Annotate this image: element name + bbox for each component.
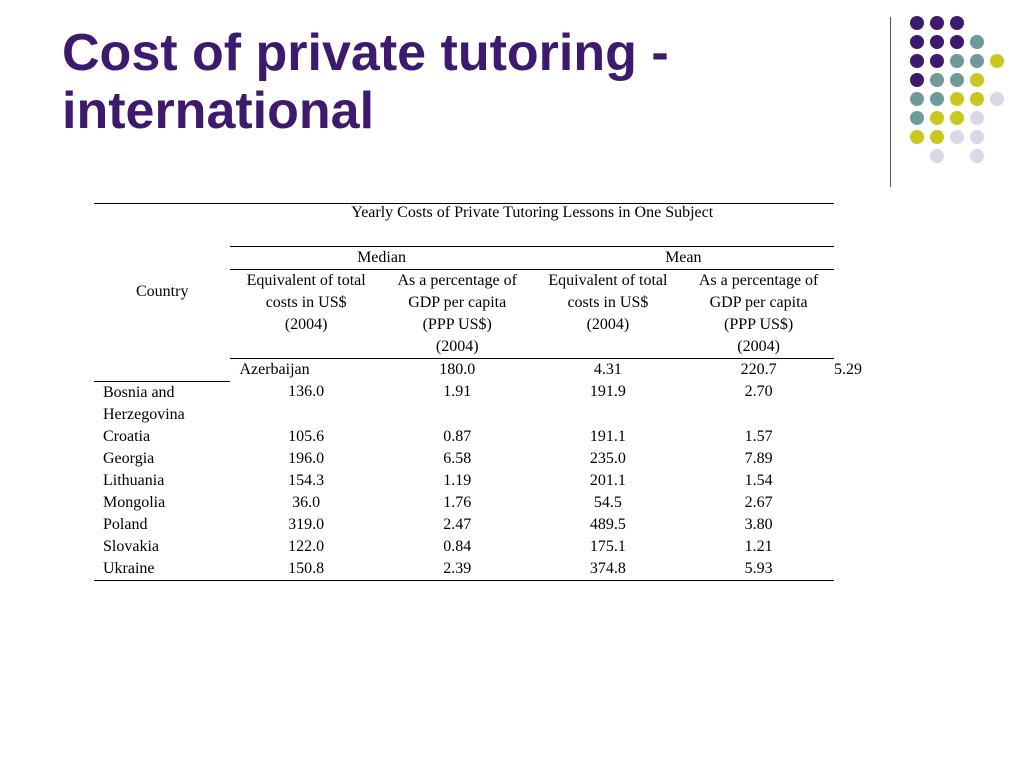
mean-usd-cell: 191.1 <box>589 427 626 445</box>
title-line-1: Cost of private tutoring - <box>62 24 669 82</box>
median-pct-cell: 2.47 <box>443 515 472 533</box>
table-row <box>94 558 862 581</box>
dot-icon <box>970 35 984 49</box>
mean-pct-cell: 1.57 <box>744 427 773 445</box>
median-pct-cell: 1.76 <box>443 493 472 511</box>
table-row <box>94 492 862 514</box>
dot-icon <box>970 130 984 144</box>
title-line-2: international <box>62 82 375 140</box>
dot-icon <box>970 92 984 106</box>
table-row <box>94 381 862 426</box>
dot-icon <box>930 149 944 163</box>
dot-icon <box>910 54 924 68</box>
mean-group-header: Mean <box>533 247 834 270</box>
median-usd-cell: 122.0 <box>288 537 325 555</box>
median-usd-cell: 105.6 <box>288 427 325 445</box>
median-usd-cell: 180.0 <box>439 361 476 378</box>
mean-usd-cell: 220.7 <box>740 361 777 378</box>
mean-pct-cell: 2.70 <box>744 383 773 400</box>
country-cell: Bosnia and Herzegovina <box>103 383 185 423</box>
table-row <box>94 448 862 470</box>
median-pct-header: As a percentage of GDP per capita (PPP US$) (2004) <box>382 270 533 359</box>
mean-pct-cell: 3.80 <box>744 515 773 533</box>
dot-icon <box>950 54 964 68</box>
median-pct-cell: 4.31 <box>593 361 622 378</box>
country-cell: Poland <box>103 515 148 533</box>
dot-icon <box>910 16 924 30</box>
decorative-dot-grid <box>910 16 1010 166</box>
table-row <box>94 470 862 492</box>
median-pct-cell: 1.19 <box>443 471 472 489</box>
median-usd-cell: 154.3 <box>288 471 325 489</box>
mean-usd-cell: 201.1 <box>589 471 626 489</box>
mean-usd-cell: 374.8 <box>533 558 684 581</box>
dot-icon <box>930 73 944 87</box>
dot-icon <box>950 73 964 87</box>
table-row <box>94 536 862 558</box>
dot-icon <box>930 54 944 68</box>
dot-icon <box>930 111 944 125</box>
table-row <box>94 514 862 536</box>
dot-icon <box>950 16 964 30</box>
mean-pct-header: As a percentage of GDP per capita (PPP US$) (2004) <box>683 270 834 359</box>
country-cell: Azerbaijan <box>239 361 310 378</box>
mean-pct-cell: 1.54 <box>744 471 773 489</box>
median-usd-cell: 319.0 <box>288 515 325 533</box>
country-cell: Lithuania <box>103 471 165 489</box>
mean-pct-cell: 7.89 <box>744 449 773 467</box>
median-pct-cell: 6.58 <box>443 449 472 467</box>
dot-icon <box>970 149 984 163</box>
median-pct-cell: 1.91 <box>443 383 472 400</box>
dot-icon <box>930 16 944 30</box>
median-usd-cell: 150.8 <box>230 558 381 581</box>
mean-pct-cell: 5.93 <box>683 558 834 581</box>
country-cell: Croatia <box>103 427 151 445</box>
mean-usd-cell: 191.9 <box>589 383 626 400</box>
dot-icon <box>910 92 924 106</box>
decorative-divider <box>890 17 891 187</box>
dot-icon <box>970 111 984 125</box>
median-pct-cell: 2.39 <box>382 558 533 581</box>
median-pct-cell: 0.87 <box>443 427 472 445</box>
mean-usd-cell: 489.5 <box>589 515 626 533</box>
mean-pct-cell: 5.29 <box>834 360 862 378</box>
country-cell: Slovakia <box>103 537 159 555</box>
dot-icon <box>910 111 924 125</box>
mean-usd-cell: 175.1 <box>589 537 626 555</box>
dot-icon <box>950 130 964 144</box>
dot-icon <box>970 73 984 87</box>
dot-icon <box>910 73 924 87</box>
median-usd-cell: 36.0 <box>292 493 321 511</box>
dot-icon <box>950 111 964 125</box>
dot-icon <box>970 54 984 68</box>
mean-usd-cell: 54.5 <box>593 493 622 511</box>
country-cell: Mongolia <box>103 493 166 511</box>
country-header: Country <box>94 204 230 382</box>
dot-icon <box>930 130 944 144</box>
page-title <box>62 24 862 140</box>
country-cell: Georgia <box>103 449 155 467</box>
median-usd-cell: 136.0 <box>288 383 325 400</box>
dot-icon <box>910 35 924 49</box>
table-row <box>94 426 862 448</box>
median-group-header: Median <box>230 247 532 270</box>
mean-pct-cell: 1.21 <box>744 537 773 555</box>
dot-icon <box>950 92 964 106</box>
mean-usd-header: Equivalent of total costs in US$ (2004) <box>533 270 684 359</box>
dot-icon <box>990 92 1004 106</box>
median-pct-cell: 0.84 <box>443 537 472 555</box>
mean-usd-cell: 235.0 <box>589 449 626 467</box>
median-usd-header: Equivalent of total costs in US$ (2004) <box>230 270 381 359</box>
dot-icon <box>950 35 964 49</box>
dot-icon <box>930 92 944 106</box>
dot-icon <box>910 130 924 144</box>
tutoring-cost-table <box>94 203 862 581</box>
country-cell: Ukraine <box>94 558 230 581</box>
dot-icon <box>990 54 1004 68</box>
dot-icon <box>930 35 944 49</box>
median-usd-cell: 196.0 <box>288 449 325 467</box>
super-header: Yearly Costs of Private Tutoring Lessons in One Subject <box>230 204 834 247</box>
mean-pct-cell: 2.67 <box>744 493 773 511</box>
